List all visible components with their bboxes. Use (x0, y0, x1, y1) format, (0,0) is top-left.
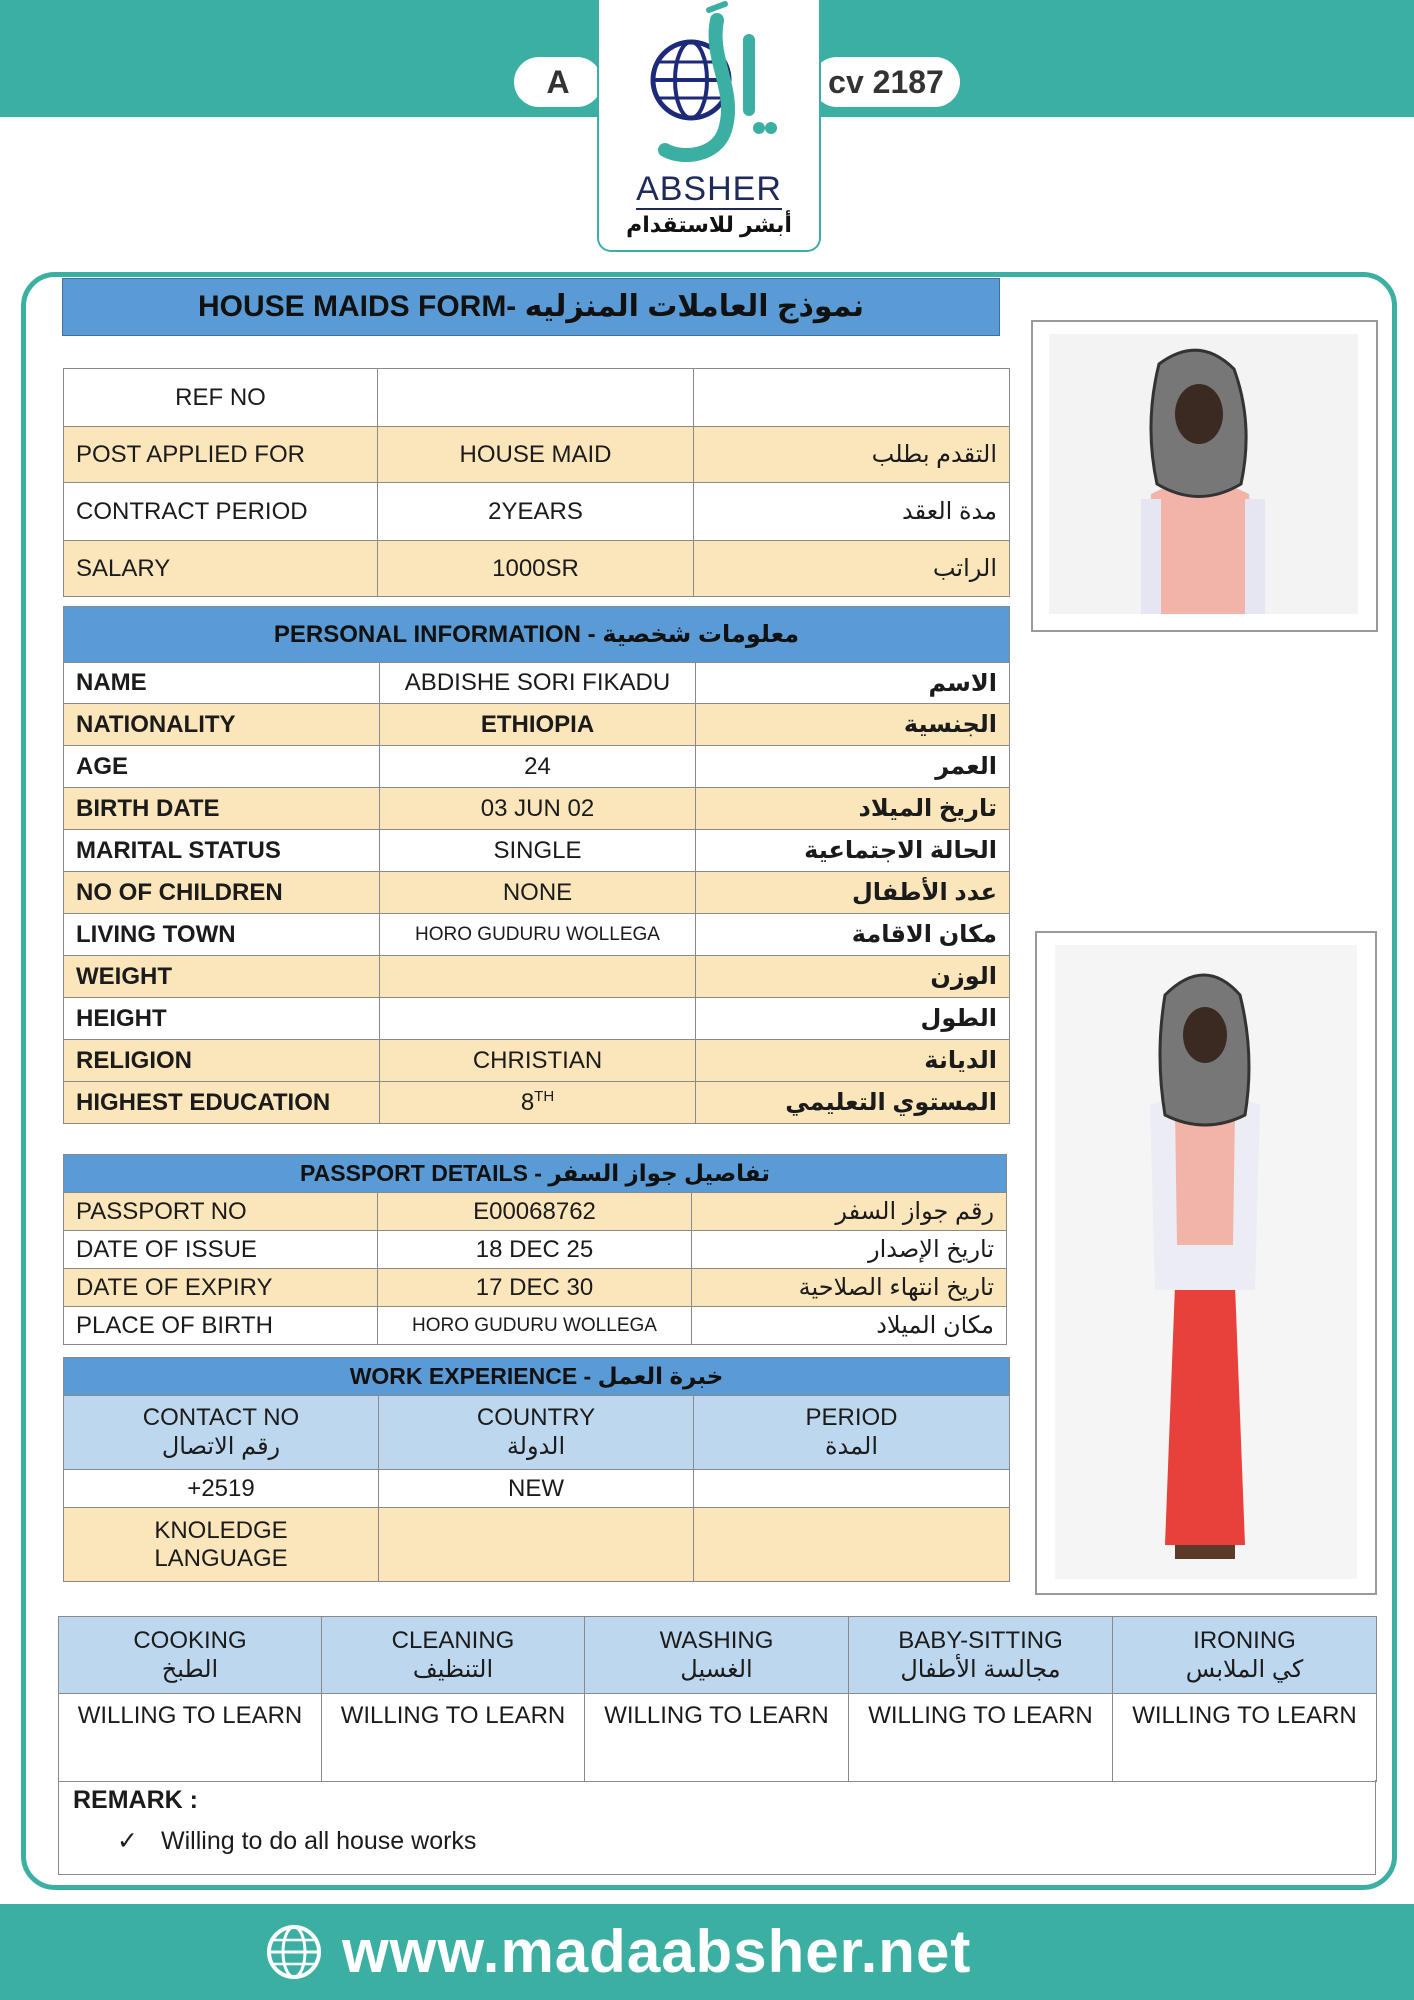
passport-header: PASSPORT DETAILS - تفاصيل جواز السفر (64, 1155, 1007, 1193)
skill-ironing-header (1113, 1617, 1377, 1694)
skill-en: CLEANING (391, 1626, 515, 1654)
place-of-birth-label: PLACE OF BIRTH (64, 1307, 378, 1345)
marital-value: SINGLE (380, 830, 696, 872)
table-row (64, 956, 1010, 998)
birth-date-ar: تاريخ الميلاد (696, 788, 1010, 830)
contact-value: +2519 (64, 1470, 379, 1508)
living-town-label: LIVING TOWN (64, 914, 380, 956)
logo-english-text: ABSHER (636, 170, 782, 208)
issue-date-value: 18 DEC 25 (378, 1231, 692, 1269)
contract-label: CONTRACT PERIOD (64, 483, 378, 541)
table-row (64, 914, 1010, 956)
nationality-ar: الجنسية (696, 704, 1010, 746)
table-row (64, 427, 1010, 483)
cv-number-badge: cv 2187 (812, 57, 960, 107)
expiry-date-ar: تاريخ انتهاء الصلاحية (692, 1269, 1007, 1307)
skill-en: WASHING (659, 1626, 774, 1654)
ref-no-value (378, 369, 694, 427)
check-icon: ✓ (117, 1827, 138, 1855)
skill-en: IRONING (1193, 1626, 1296, 1654)
table-row (64, 1040, 1010, 1082)
age-label: AGE (64, 746, 380, 788)
form-title: HOUSE MAIDS FORM- نموذج العاملات المنزليه (62, 278, 1000, 336)
skill-cooking-header (59, 1617, 322, 1694)
passport-no-label: PASSPORT NO (64, 1193, 378, 1231)
table-row (64, 1307, 1007, 1345)
table-row (64, 1269, 1007, 1307)
period-ar: المدة (824, 1433, 879, 1460)
logo-arabic-text: أبشر للاستقدام (626, 212, 792, 237)
birth-date-value: 03 JUN 02 (380, 788, 696, 830)
living-town-ar: مكان الاقامة (696, 914, 1010, 956)
marital-label: MARITAL STATUS (64, 830, 380, 872)
weight-ar: الوزن (696, 956, 1010, 998)
knowledge-value-2 (694, 1508, 1010, 1582)
skill-ironing-value: WILLING TO LEARN (1113, 1694, 1377, 1782)
form-letter-badge: A (514, 57, 602, 107)
country-value: NEW (379, 1470, 694, 1508)
table-row (64, 704, 1010, 746)
skill-ar: الطبخ (161, 1655, 219, 1683)
passport-no-value: E00068762 (378, 1193, 692, 1231)
place-of-birth-value: HORO GUDURU WOLLEGA (378, 1307, 692, 1345)
applicant-full-body-photo (1035, 931, 1377, 1595)
skill-cleaning-value: WILLING TO LEARN (322, 1694, 585, 1782)
table-row (64, 746, 1010, 788)
full-body-figure-icon (1055, 945, 1357, 1579)
children-label: NO OF CHILDREN (64, 872, 380, 914)
height-value (380, 998, 696, 1040)
salary-value: 1000SR (378, 541, 694, 597)
salary-ar: الراتب (694, 541, 1010, 597)
height-label: HEIGHT (64, 998, 380, 1040)
skill-washing-value: WILLING TO LEARN (585, 1694, 849, 1782)
age-ar: العمر (696, 746, 1010, 788)
table-row (64, 541, 1010, 597)
nationality-value: ETHIOPIA (380, 704, 696, 746)
table-row (64, 788, 1010, 830)
skill-babysitting-value: WILLING TO LEARN (849, 1694, 1113, 1782)
post-ar: التقدم بطلب (694, 427, 1010, 483)
table-row (64, 483, 1010, 541)
applicant-portrait-photo (1031, 320, 1378, 632)
skill-en: COOKING (133, 1626, 247, 1654)
post-label: POST APPLIED FOR (64, 427, 378, 483)
knowledge-text: KNOLEDGE (154, 1516, 288, 1544)
children-value: NONE (380, 872, 696, 914)
education-label: HIGHEST EDUCATION (64, 1082, 380, 1124)
skill-babysitting-header (849, 1617, 1113, 1694)
education-ar: المستوي التعليمي (696, 1082, 1010, 1124)
issue-date-ar: تاريخ الإصدار (692, 1231, 1007, 1269)
country-ar: الدولة (506, 1433, 566, 1460)
table-row (64, 1508, 1010, 1582)
table-row (64, 872, 1010, 914)
skill-ar: الغسيل (680, 1655, 753, 1683)
knowledge-language-label (64, 1508, 379, 1582)
table-row (64, 998, 1010, 1040)
religion-label: RELIGION (64, 1040, 380, 1082)
skill-washing-header (585, 1617, 849, 1694)
globe-calligraphy-icon (599, 0, 819, 170)
table-header (64, 607, 1010, 663)
remark-box (58, 1780, 1376, 1875)
weight-label: WEIGHT (64, 956, 380, 998)
remark-item (117, 1826, 476, 1856)
remark-label: REMARK : (73, 1786, 198, 1814)
personal-info-table (63, 606, 1010, 1124)
personal-header: PERSONAL INFORMATION - معلومات شخصية (64, 607, 1010, 663)
skill-ar: كي الملابس (1185, 1655, 1304, 1683)
skills-table (58, 1616, 1377, 1782)
religion-ar: الديانة (696, 1040, 1010, 1082)
table-row (64, 1193, 1007, 1231)
post-value: HOUSE MAID (378, 427, 694, 483)
name-label: NAME (64, 663, 380, 704)
period-column-header (694, 1396, 1010, 1470)
children-ar: عدد الأطفال (696, 872, 1010, 914)
contact-ar: رقم الاتصال (161, 1433, 281, 1460)
contact-en: CONTACT NO (142, 1404, 300, 1431)
table-row (64, 1470, 1010, 1508)
birth-date-label: BIRTH DATE (64, 788, 380, 830)
table-row (59, 1617, 1377, 1694)
issue-date-label: DATE OF ISSUE (64, 1231, 378, 1269)
absher-logo (597, 0, 821, 252)
expiry-date-label: DATE OF EXPIRY (64, 1269, 378, 1307)
knowledge-value-1 (379, 1508, 694, 1582)
salary-label: SALARY (64, 541, 378, 597)
contact-column-header (64, 1396, 379, 1470)
education-suffix: TH (534, 1088, 555, 1105)
ref-no-ar (694, 369, 1010, 427)
age-value: 24 (380, 746, 696, 788)
table-row (64, 1231, 1007, 1269)
country-en: COUNTRY (476, 1404, 596, 1431)
skill-ar: مجالسة الأطفال (900, 1655, 1061, 1683)
skill-en: BABY-SITTING (898, 1626, 1063, 1654)
expiry-date-value: 17 DEC 30 (378, 1269, 692, 1307)
table-row (64, 1082, 1010, 1124)
globe-icon (266, 1924, 322, 1980)
work-header: WORK EXPERIENCE - خبرة العمل (64, 1358, 1010, 1396)
table-row (64, 1396, 1010, 1470)
table-header (64, 1155, 1007, 1193)
website-link[interactable]: www.madaabsher.net (342, 1918, 972, 1985)
work-experience-table (63, 1357, 1010, 1582)
period-en: PERIOD (805, 1404, 898, 1431)
name-value: ABDISHE SORI FIKADU (380, 663, 696, 704)
education-value (380, 1082, 696, 1124)
table-header (64, 1358, 1010, 1396)
passport-no-ar: رقم جواز السفر (692, 1193, 1007, 1231)
language-text: LANGUAGE (154, 1544, 288, 1572)
skill-cleaning-header (322, 1617, 585, 1694)
height-ar: الطول (696, 998, 1010, 1040)
table-row (64, 663, 1010, 704)
contract-ar: مدة العقد (694, 483, 1010, 541)
ref-no-label: REF NO (64, 369, 378, 427)
application-table (63, 368, 1010, 597)
name-ar: الاسم (696, 663, 1010, 704)
marital-ar: الحالة الاجتماعية (696, 830, 1010, 872)
period-value (694, 1470, 1010, 1508)
passport-table (63, 1154, 1007, 1345)
table-row (59, 1694, 1377, 1782)
education-number: 8 (520, 1089, 535, 1116)
weight-value (380, 956, 696, 998)
portrait-figure-icon (1049, 334, 1358, 614)
skill-cooking-value: WILLING TO LEARN (59, 1694, 322, 1782)
religion-value: CHRISTIAN (380, 1040, 696, 1082)
table-row (64, 830, 1010, 872)
remark-text: Willing to do all house works (161, 1827, 477, 1855)
country-column-header (379, 1396, 694, 1470)
living-town-value: HORO GUDURU WOLLEGA (380, 914, 696, 956)
contract-value: 2YEARS (378, 483, 694, 541)
nationality-label: NATIONALITY (64, 704, 380, 746)
table-row (64, 369, 1010, 427)
place-of-birth-ar: مكان الميلاد (692, 1307, 1007, 1345)
skill-ar: التنظيف (412, 1655, 494, 1683)
